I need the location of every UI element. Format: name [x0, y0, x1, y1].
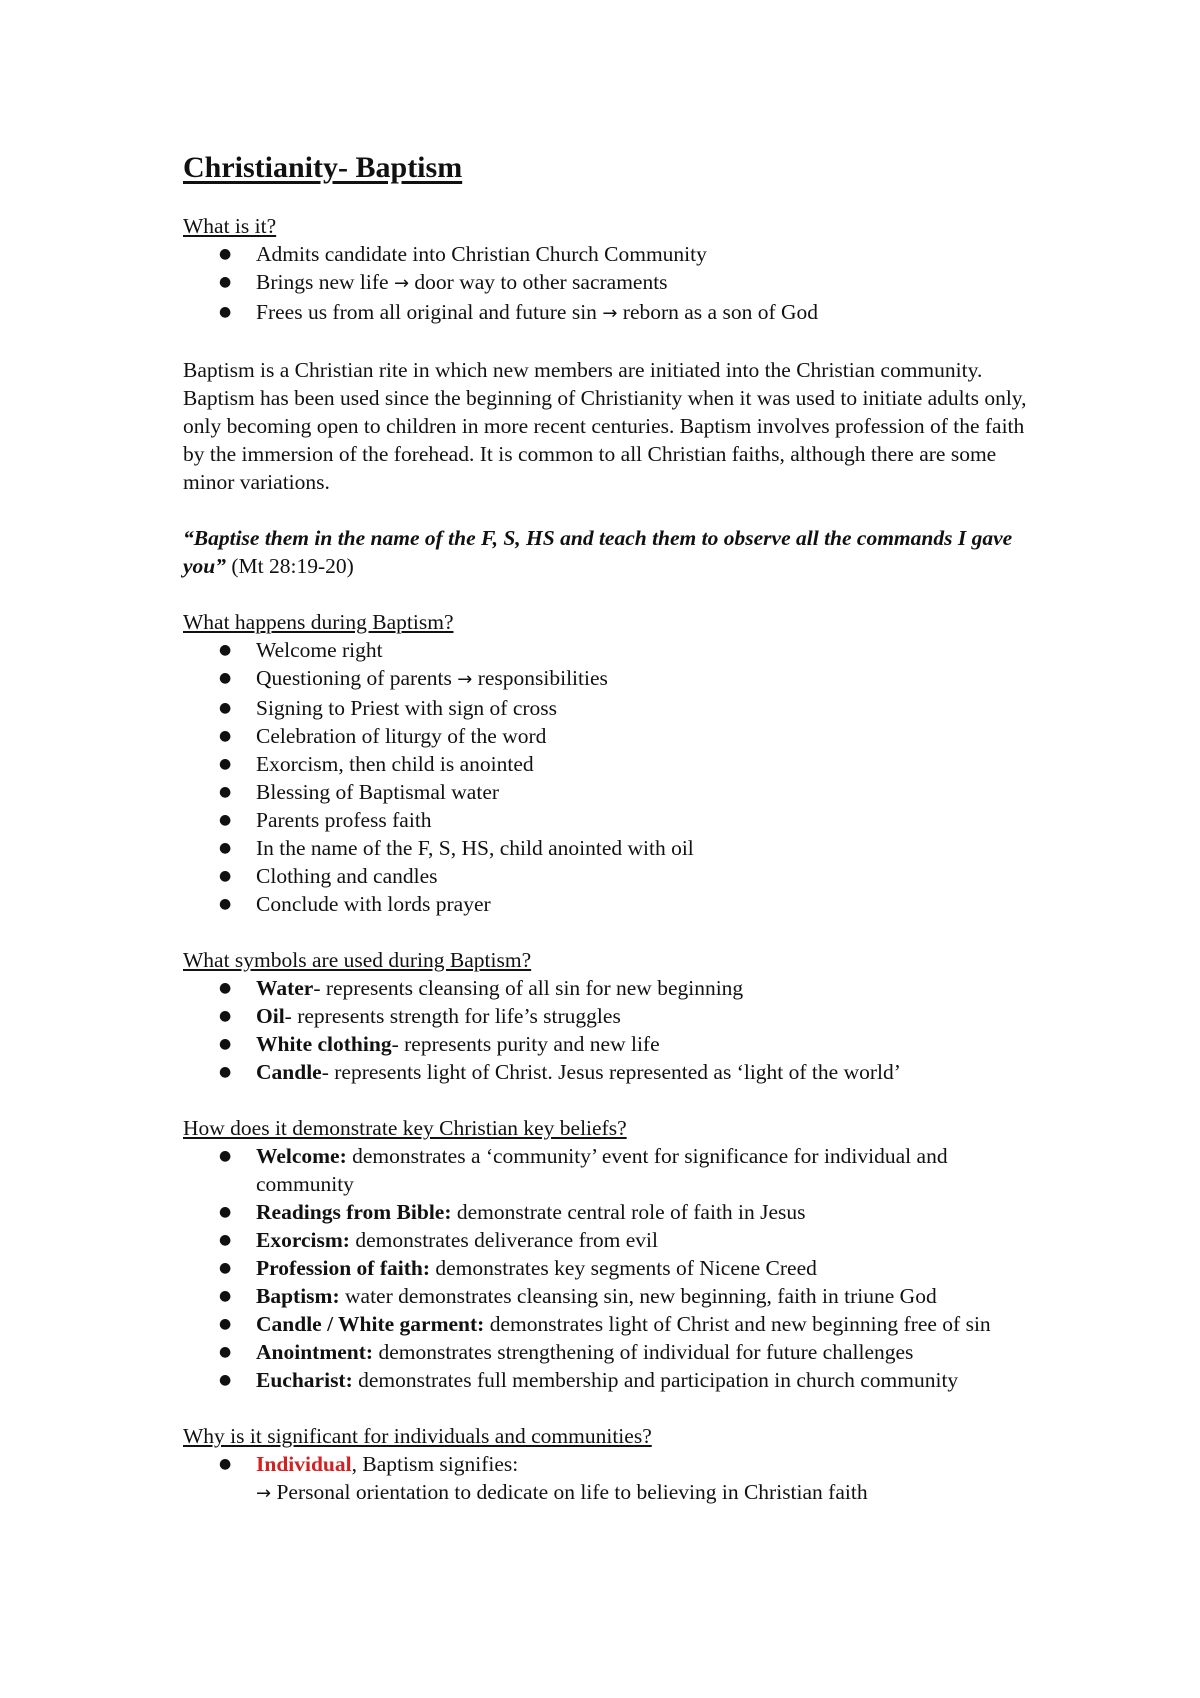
list-item [256, 694, 1033, 722]
description: demonstrates key segments of Nicene Creed [429, 1256, 817, 1280]
list-item-text: Personal orientation to dedicate on life to believing in Christian faith [271, 1480, 868, 1504]
term: Exorcism: [256, 1228, 350, 1252]
list-item [256, 806, 1033, 834]
term: Profession of faith: [256, 1256, 430, 1280]
term: Eucharist: [256, 1368, 353, 1392]
list-item-text: reborn as a son of God [617, 300, 819, 324]
list-item [256, 268, 1033, 298]
list-item-text: Celebration of liturgy of the word [256, 724, 547, 748]
description: - represents purity and new life [391, 1032, 660, 1056]
list-item-text: responsibilities [472, 666, 608, 690]
list-item-text: Blessing of Baptismal water [256, 780, 500, 804]
list-item [256, 862, 1033, 890]
term: Water [256, 976, 314, 1000]
list-item [256, 1226, 1033, 1254]
list-item [256, 1450, 1033, 1508]
list-item-text: Frees us from all original and future sin [256, 300, 603, 324]
description: demonstrates strengthening of individual for future challenges [373, 1340, 914, 1364]
section-heading-symbols: What symbols are used during Baptism? [183, 948, 532, 972]
section-heading-beliefs: How does it demonstrate key Christian key beliefs? [183, 1116, 627, 1140]
page-title: Christianity- Baptism [183, 151, 463, 184]
intro-paragraph: Baptism is a Christian rite in which new members are initiated into the Christian community. Baptism has been used since the beginning of Christianity when it was used to initiate adults only, only becoming open to children in more recent centuries. Baptism involves profession of the faith by the immersion of the forehead. It is common to all Christian faiths, although there are some minor variations. [183, 358, 1027, 494]
list-item [256, 750, 1033, 778]
symbols-list [183, 974, 1033, 1086]
description: demonstrate central role of faith in Jesus [451, 1200, 806, 1224]
term: Candle [256, 1060, 322, 1084]
scripture-quote [183, 524, 1033, 580]
quote-text: “Baptise them in the name of the F, S, HS and teach them to observe all the commands I gave you” [183, 526, 1013, 578]
list-item-text: , Baptism signifies: [351, 1452, 519, 1476]
list-item-text: Questioning of parents [256, 666, 452, 690]
list-item-text: Signing to Priest with sign of cross [256, 696, 558, 720]
list-item [256, 890, 1033, 918]
section-heading-significance: Why is it significant for individuals and communities? [183, 1424, 652, 1448]
significance-list [183, 1450, 1033, 1508]
what-happens-list [183, 636, 1033, 918]
list-item-text: door way to other sacraments [409, 270, 668, 294]
section-heading-what-happens: What happens during Baptism? [183, 610, 454, 634]
list-item [256, 664, 1033, 694]
individual-label: Individual [256, 1452, 352, 1476]
list-item [256, 240, 1033, 268]
list-item [256, 636, 1033, 664]
term: Oil [256, 1004, 285, 1028]
description: - represents strength for life’s struggles [284, 1004, 621, 1028]
list-item-text: Exorcism, then child is anointed [256, 752, 534, 776]
list-item [256, 1058, 1033, 1086]
list-item-text: Parents profess faith [256, 808, 432, 832]
term: Anointment: [256, 1340, 374, 1364]
list-item-text: Conclude with lords prayer [256, 892, 491, 916]
beliefs-list [183, 1142, 1033, 1394]
term: White clothing [256, 1032, 392, 1056]
list-item-text: Welcome right [256, 638, 383, 662]
list-item [256, 1282, 1033, 1310]
list-item [256, 1254, 1033, 1282]
list-item [256, 1142, 1033, 1198]
list-item-text: Clothing and candles [256, 864, 438, 888]
arrow-right-icon: → [256, 1483, 272, 1504]
list-item-text: Brings new life [256, 270, 394, 294]
description: - represents light of Christ. Jesus represented as ‘light of the world’ [321, 1060, 901, 1084]
description: - represents cleansing of all sin for new beginning [313, 976, 744, 1000]
list-item [256, 1002, 1033, 1030]
list-item [256, 1338, 1033, 1366]
section-heading-what-is-it: What is it? [183, 214, 277, 238]
list-item [256, 974, 1033, 1002]
list-item [256, 298, 1033, 328]
description: water demonstrates cleansing sin, new beginning, faith in triune God [339, 1284, 937, 1308]
list-item [256, 1366, 1033, 1394]
document-page [183, 148, 1033, 1508]
list-item [256, 778, 1033, 806]
description: demonstrates deliverance from evil [349, 1228, 658, 1252]
term: Candle / White garment: [256, 1312, 485, 1336]
term: Readings from Bible: [256, 1200, 452, 1224]
arrow-right-icon: → [457, 669, 473, 690]
description: demonstrates light of Christ and new beginning free of sin [484, 1312, 991, 1336]
term: Welcome: [256, 1144, 347, 1168]
list-item-text: In the name of the F, S, HS, child anointed with oil [256, 836, 694, 860]
description: demonstrates a ‘community’ event for significance for individual and community [256, 1144, 948, 1196]
list-item [256, 834, 1033, 862]
list-item-text: Admits candidate into Christian Church Community [256, 242, 707, 266]
list-item [256, 1030, 1033, 1058]
list-item [256, 722, 1033, 750]
what-is-it-list [183, 240, 1033, 328]
arrow-right-icon: → [393, 273, 410, 294]
description: demonstrates full membership and participation in church community [352, 1368, 959, 1392]
quote-reference: (Mt 28:19-20) [226, 554, 354, 578]
arrow-right-icon: → [602, 303, 618, 324]
list-item [256, 1310, 1033, 1338]
term: Baptism: [256, 1284, 340, 1308]
list-item [256, 1198, 1033, 1226]
